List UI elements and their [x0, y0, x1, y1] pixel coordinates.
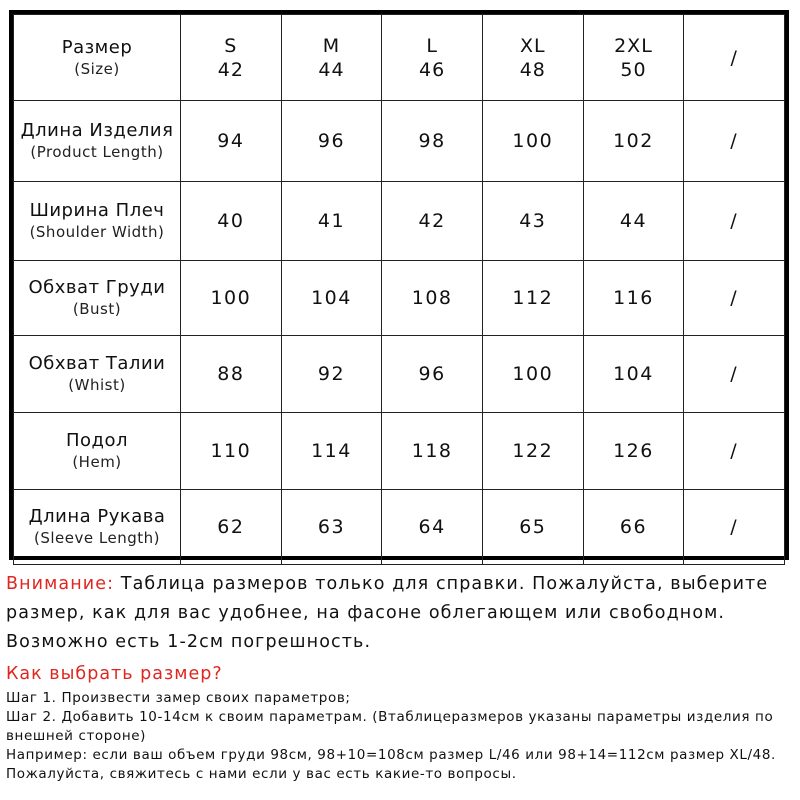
row-label-ru: Подол [65, 430, 128, 451]
header-number: 44 [318, 58, 345, 81]
howto-step: Пожалуйста, свяжитесь с нами если у вас есть какие-то вопросы. [6, 766, 517, 782]
row-label-cell [14, 413, 181, 490]
row-label-ru: Ширина Плеч [29, 200, 165, 221]
table-row-product-length [14, 101, 785, 182]
table-cell: 110 [181, 413, 282, 490]
table-row-bust [14, 261, 785, 336]
notice-paragraph [6, 570, 796, 657]
row-label-ru: Обхват Груди [28, 277, 166, 298]
row-label-ru: Длина Изделия [20, 120, 174, 141]
table-cell: 126 [583, 413, 684, 490]
row-label-ru: Обхват Талии [28, 353, 166, 374]
table-row-hem [14, 413, 785, 490]
table-cell: 102 [583, 101, 684, 182]
row-label-cell [14, 261, 181, 336]
row-label-cell [14, 336, 181, 413]
header-label-cell [14, 15, 181, 101]
header-size: L [426, 34, 438, 57]
table-cell: 44 [583, 182, 684, 261]
row-label-ru: Длина Рукава [28, 506, 166, 527]
table-cell: 40 [181, 182, 282, 261]
header-cell-m [281, 15, 382, 101]
table-row-waist [14, 336, 785, 413]
size-chart-table [9, 10, 789, 560]
table-cell: 66 [583, 490, 684, 565]
table-cell: 100 [181, 261, 282, 336]
table-cell: 118 [382, 413, 483, 490]
row-label-cell [14, 490, 181, 565]
header-size: XL [519, 34, 546, 57]
header-label-ru: Размер [61, 36, 133, 58]
table-cell: 98 [382, 101, 483, 182]
table-cell: 41 [281, 182, 382, 261]
table-cell: / [684, 261, 785, 336]
table-row-shoulder-width [14, 182, 785, 261]
table-cell: 122 [482, 413, 583, 490]
header-size: 2XL [614, 34, 653, 57]
header-size: M [322, 34, 341, 57]
table-cell: 114 [281, 413, 382, 490]
header-number: 50 [620, 58, 647, 81]
table-cell: / [684, 413, 785, 490]
row-label-en: (Product Length) [30, 143, 164, 161]
table-cell: / [684, 101, 785, 182]
row-label-en: (Hem) [72, 453, 122, 471]
header-number: 46 [419, 58, 446, 81]
table-cell: 108 [382, 261, 483, 336]
table-cell: 63 [281, 490, 382, 565]
table-cell: 94 [181, 101, 282, 182]
table-cell: 96 [281, 101, 382, 182]
table-cell: 92 [281, 336, 382, 413]
table-cell: 104 [583, 336, 684, 413]
header-cell-empty [684, 15, 785, 101]
notice-text: Таблица размеров только для справки. Пожалуйста, выберите размер, как для вас удобнее, на фасоне облегающем или свободном. Возможно есть 1-2см погрешность. [6, 574, 769, 652]
row-label-en: (Sleeve Length) [34, 529, 160, 547]
table-cell: 100 [482, 336, 583, 413]
table-cell: 62 [181, 490, 282, 565]
table-cell: / [684, 490, 785, 565]
table-cell: 96 [382, 336, 483, 413]
header-cell-2xl [583, 15, 684, 101]
row-label-en: (Whist) [68, 376, 126, 394]
header-size: S [224, 34, 238, 57]
table-cell: / [684, 182, 785, 261]
howto-step: Например: если ваш объем груди 98см, 98+10=108см размер L/46 или 98+14=112см размер XL/48. [6, 747, 776, 763]
row-label-en: (Bust) [72, 300, 122, 318]
header-label-en: (Size) [74, 59, 120, 78]
table-cell: 116 [583, 261, 684, 336]
table-cell: 43 [482, 182, 583, 261]
table-cell: 65 [482, 490, 583, 565]
header-size: / [730, 46, 738, 69]
table-header-row [14, 15, 785, 101]
table-cell: 88 [181, 336, 282, 413]
table-cell: / [684, 336, 785, 413]
howto-title: Как выбрать размер? [6, 664, 223, 684]
header-cell-xl [482, 15, 583, 101]
row-label-en: (Shoulder Width) [29, 223, 165, 241]
table-cell: 100 [482, 101, 583, 182]
row-label-cell [14, 182, 181, 261]
header-number: 48 [519, 58, 546, 81]
header-cell-l [382, 15, 483, 101]
header-number: 42 [217, 58, 244, 81]
table-cell: 104 [281, 261, 382, 336]
table-cell: 64 [382, 490, 483, 565]
notes-section [6, 570, 796, 784]
row-label-cell [14, 101, 181, 182]
notice-prefix: Внимание: [6, 574, 115, 594]
howto-step: Шаг 1. Произвести замер своих параметров; [6, 690, 351, 706]
header-cell-s [181, 15, 282, 101]
howto-step: Шаг 2. Добавить 10-14см к своим параметрам. (Втаблицеразмеров указаны параметры изделия по внешней стороне) [6, 709, 774, 744]
table-row-sleeve-length [14, 490, 785, 565]
table-cell: 42 [382, 182, 483, 261]
table-cell: 112 [482, 261, 583, 336]
